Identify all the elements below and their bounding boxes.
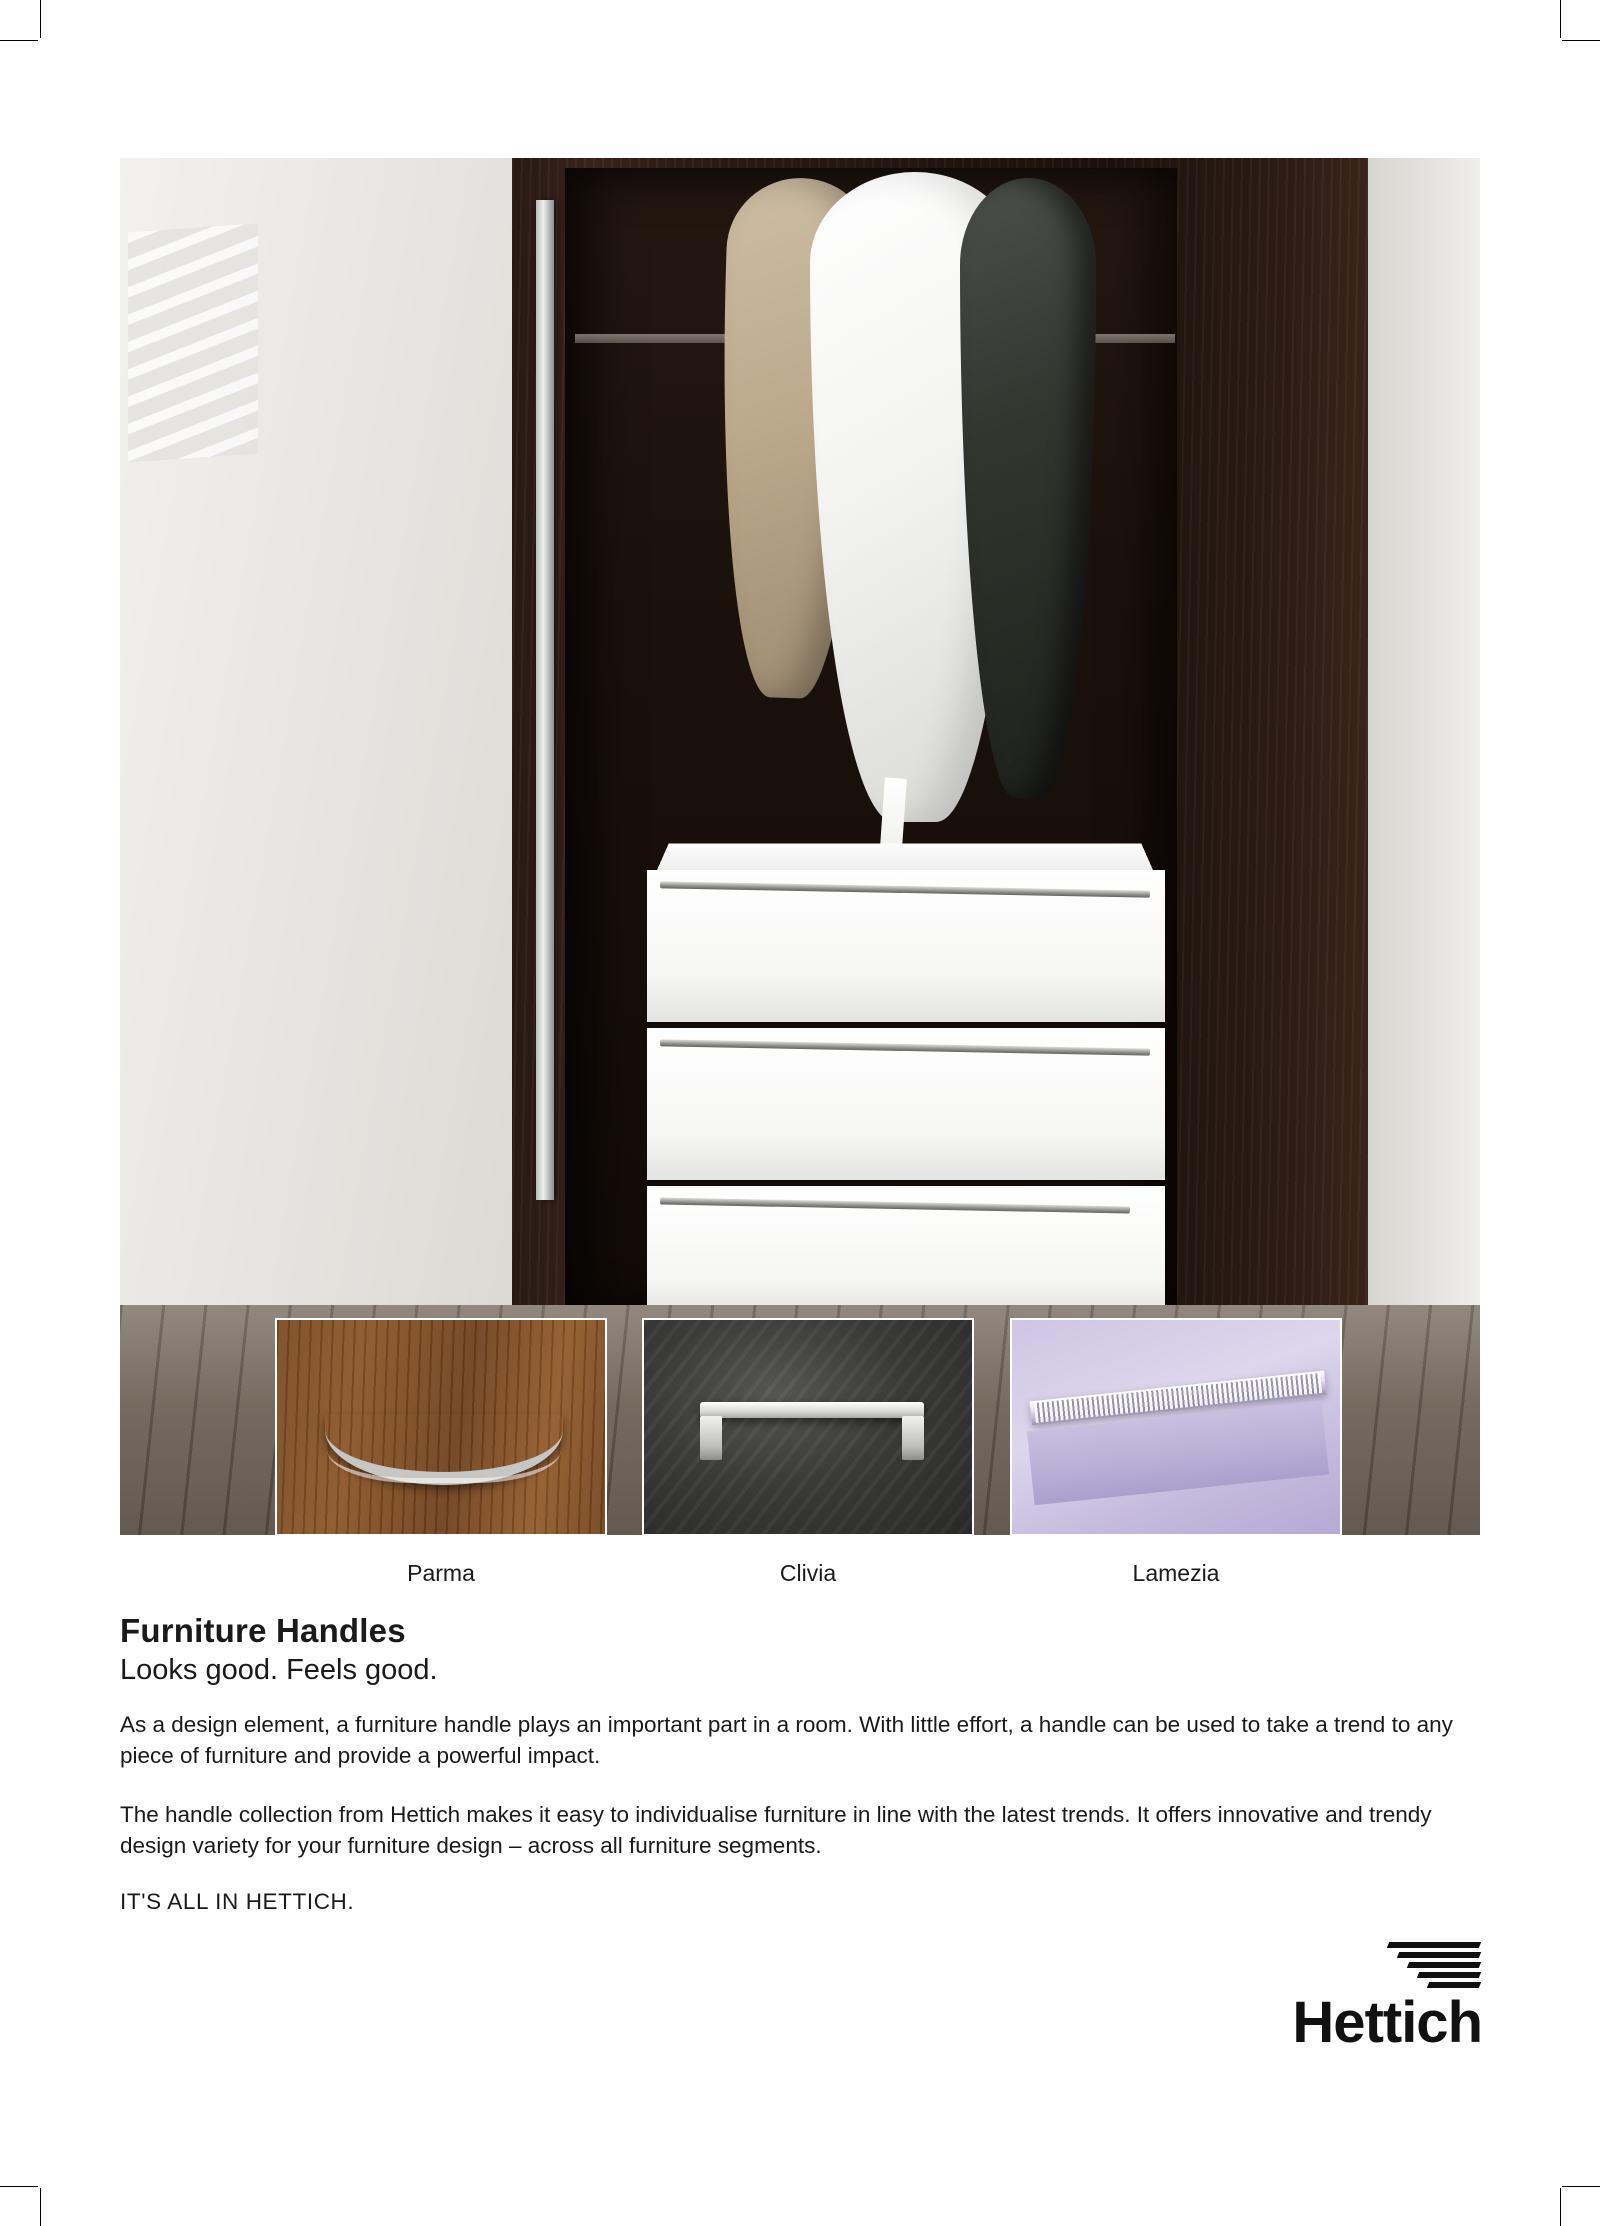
caption-parma: Parma [407,1560,475,1586]
hero-wall-highlight [128,223,258,462]
content-block [120,1612,1480,1915]
caption-lamezia: Lamezia [1132,1560,1220,1586]
body-paragraph-2: The handle collection from Hettich makes it easy to individualise furniture in line with the latest trends. It offers innovative and trendy design variety for your furniture design – across all furniture segments. [120,1802,1432,1858]
bow-handle-icon [325,1414,563,1485]
crop-mark-top-right-h [1562,40,1600,41]
hero-right-wall [1368,158,1480,1318]
profile-handle-icon [1030,1372,1326,1490]
page-title: Furniture Handles [120,1612,406,1649]
page-subtitle: Looks good. Feels good. [120,1654,438,1686]
thumbnail-captions [120,1560,1480,1594]
hettich-logo [1272,1942,1482,2072]
thumbnail-clivia [642,1318,974,1536]
crop-mark-top-left-v [40,0,41,38]
bar-handle-leg-left [700,1416,722,1460]
thumbnail-parma [275,1318,607,1536]
crop-mark-top-left-h [0,40,38,41]
body-paragraph-1: As a design element, a furniture handle plays an important part in a room. With little effort, a handle can be used to take a trend to any piece of furniture and provide a powerful impact. [120,1712,1453,1768]
caption-clivia: Clivia [779,1560,837,1586]
hettich-wordmark: Hettich [1292,1990,1482,2055]
crop-mark-bottom-right-v [1560,2188,1561,2226]
hero-sliding-door-edge [536,200,554,1200]
bar-handle-leg-right [902,1416,924,1460]
crop-mark-top-right-v [1560,0,1561,38]
tagline: IT'S ALL IN HETTICH. [120,1889,355,1914]
hero-left-wall [120,158,524,1318]
handle-thumbnail-strip [120,1318,1480,1536]
crop-mark-bottom-left-h [0,2186,38,2187]
thumbnail-lamezia [1010,1318,1342,1536]
bar-handle-icon [700,1402,924,1418]
crop-mark-bottom-left-v [40,2188,41,2226]
crop-mark-bottom-right-h [1562,2186,1600,2187]
